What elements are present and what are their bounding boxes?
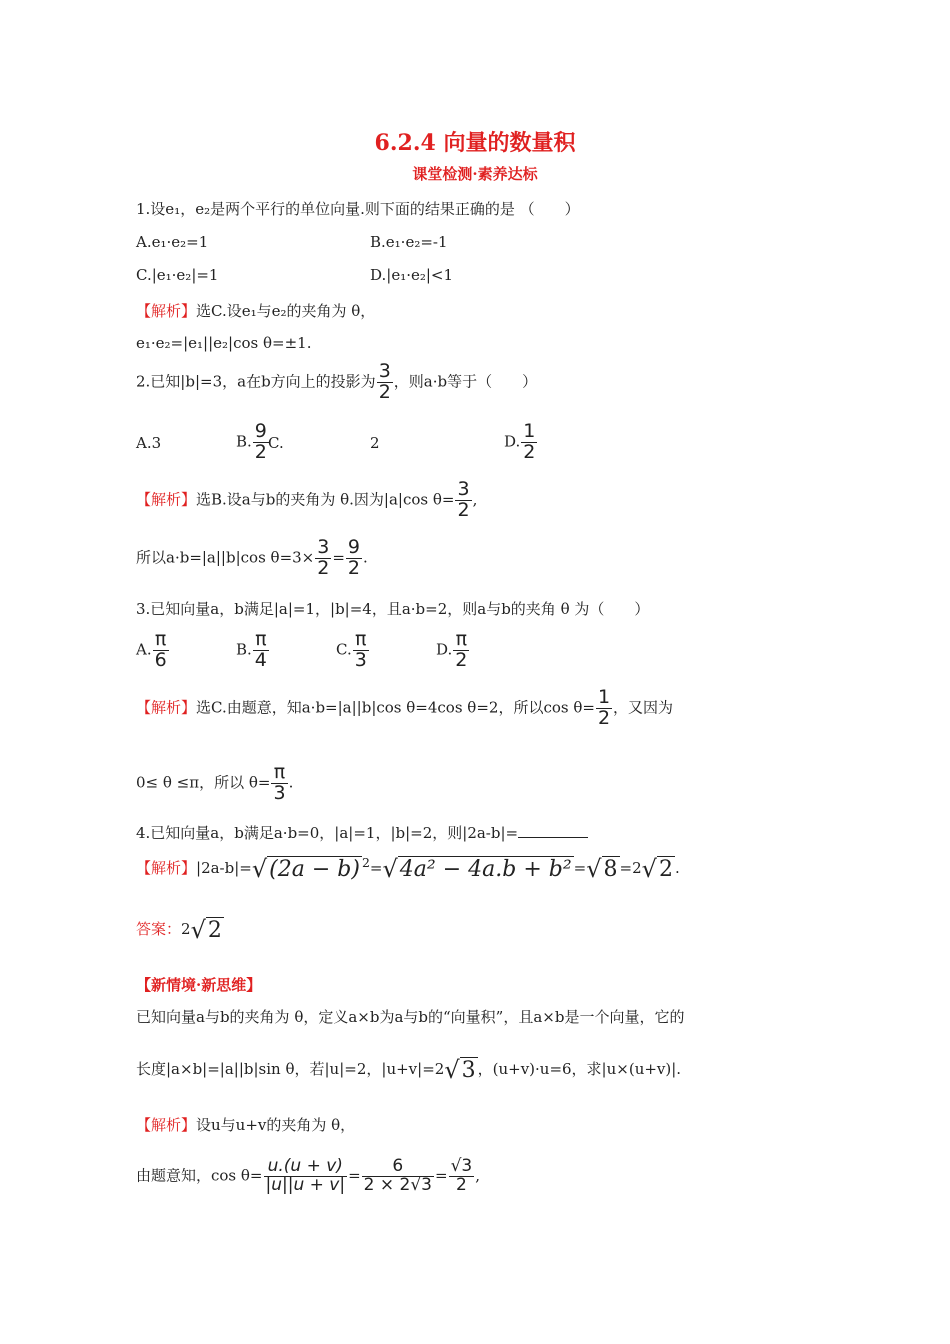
- q3-option-b-den: 4: [254, 648, 267, 671]
- q3-stem: 3.已知向量a，b满足|a|=1，|b|=4，且a·b=2，则a与b的夹角 θ 为（ ）: [136, 600, 650, 618]
- q4-radical-4-content: 2: [658, 857, 673, 882]
- q2-solution-frac1-num: 3: [317, 536, 330, 558]
- q2-stem-den: 2: [378, 380, 391, 403]
- q2-stem-pre: 2.已知|b|=3，a在b方向上的投影为: [136, 372, 376, 391]
- radical-sign-icon: √: [251, 855, 268, 883]
- q3-option-d-num: π: [453, 630, 469, 651]
- q5-stem-radical-content: 3: [461, 1058, 476, 1083]
- q1-solution-line1: [136, 300, 375, 321]
- q4-answer-label: 答案：: [136, 920, 182, 938]
- q2-solution-text2-post: .: [363, 548, 368, 567]
- q1-stem: 1.设e₁，e₂是两个平行的单位向量.则下面的结果正确的是 （ ）: [136, 200, 580, 218]
- q2-stem: [136, 362, 537, 403]
- radical-sign-icon: √: [641, 855, 657, 883]
- q5-equals-2: =: [435, 1166, 448, 1185]
- q2-solution-frac1-den: 2: [317, 556, 330, 579]
- q2-solution-text2: 所以a·b=|a||b|cos θ=3×: [136, 548, 315, 567]
- q1-solution-text1: 选C.设e₁与e₂的夹角为 θ，: [196, 302, 376, 320]
- q3-solution-text2: 0≤ θ ≤π，所以 θ=: [136, 773, 271, 792]
- q5-stem-line2-pre: 长度|a×b|=|a||b|sin θ，若|u|=2，|u+v|=2: [136, 1060, 445, 1078]
- q5-solution-text1: 设u与u+v的夹角为 θ，: [196, 1116, 356, 1134]
- q5-fraction-1-num: u.(u + v): [264, 1158, 348, 1177]
- q1-solution-line2: e₁·e₂=|e₁||e₂|cos θ=±1.: [136, 334, 312, 352]
- q3-option-c-label: C.: [336, 640, 352, 659]
- q5-fraction-3-num: √3: [450, 1156, 473, 1176]
- q3-option-d-den: 2: [455, 648, 468, 671]
- q3-solution-frac2-den: 3: [273, 781, 286, 804]
- q3-option-a-label: A.: [136, 640, 152, 659]
- q2-option-d-num: 1: [523, 420, 536, 442]
- q2-option-d-fraction: [521, 422, 537, 463]
- q2-solution-num: 3: [457, 478, 470, 500]
- q5-solution-end: ,: [475, 1166, 481, 1185]
- q1-solution-tag: 【解析】: [136, 302, 197, 320]
- q2-option-b-num: 9: [254, 420, 267, 442]
- q4-radical-1: [252, 855, 370, 883]
- q4-radical-1-content: (2a − b): [269, 857, 360, 882]
- q3-option-a-fraction: [153, 630, 169, 671]
- q4-answer-coefficient: 2: [181, 920, 191, 938]
- q2-option-c-value: 2: [370, 434, 380, 452]
- q2-option-d-den: 2: [523, 440, 536, 463]
- q2-solution-line1: [136, 480, 477, 521]
- q5-fraction-3-den: 2: [455, 1174, 467, 1195]
- q2-option-b-den: 2: [254, 440, 267, 463]
- q2-solution-frac2-den: 2: [347, 556, 361, 579]
- q3-solution-frac2: [271, 763, 287, 804]
- q3-option-a: [136, 630, 170, 671]
- q1-option-a: A.e₁·e₂=1: [136, 233, 209, 251]
- q3-solution-text1-post: ，又因为: [613, 698, 674, 717]
- q4-radical-1-exponent: 2: [361, 855, 370, 870]
- q2-option-d: [504, 422, 538, 463]
- q4-radical-2: [382, 855, 573, 883]
- q3-solution-text2-post: .: [288, 773, 294, 792]
- q5-stem-radical: [444, 1056, 477, 1084]
- page-subtitle: 课堂检测·素养达标: [412, 165, 538, 183]
- q4-answer: [136, 916, 224, 944]
- q2-solution-frac1: [315, 538, 331, 579]
- q5-solution-tag: 【解析】: [136, 1116, 197, 1134]
- q1-option-c: C.|e₁·e₂|=1: [136, 266, 219, 284]
- q5-fraction-1-den: |u||u + v|: [265, 1174, 346, 1195]
- q3-option-c: [336, 630, 370, 671]
- q2-solution-text1-post: ,: [472, 490, 478, 509]
- q5-solution-line1: [136, 1114, 355, 1135]
- page-title: 6.2.4 向量的数量积: [374, 130, 576, 156]
- q3-option-b-label: B.: [236, 640, 252, 659]
- q4-solution: [136, 855, 680, 883]
- q5-stem-line2-post: ，(u+v)·u=6，求|u×(u+v)|.: [477, 1060, 682, 1078]
- radical-sign-icon: √: [586, 855, 602, 883]
- q4-answer-blank: [518, 823, 588, 838]
- q2-stem-num: 3: [378, 360, 391, 382]
- q2-solution-frac2: [346, 538, 362, 579]
- q3-solution-line2: [136, 763, 293, 804]
- q4-solution-lhs: |2a-b|=: [196, 859, 252, 877]
- q3-option-c-fraction: [353, 630, 369, 671]
- q4-equals-1: =: [369, 859, 383, 877]
- q5-section-tag: 【新情境·新思维】: [136, 976, 262, 994]
- q5-fraction-2: [362, 1158, 434, 1195]
- q5-stem-line2: [136, 1056, 681, 1084]
- q3-option-a-den: 6: [154, 648, 167, 671]
- q2-solution-equals: =: [332, 548, 345, 567]
- q4-radical-4: [642, 855, 675, 883]
- q3-option-b: [236, 630, 270, 671]
- q2-option-b-label: B.: [236, 432, 252, 451]
- q3-option-a-num: π: [153, 630, 169, 651]
- q3-solution-fraction: [596, 688, 612, 729]
- q2-option-a: A.3: [136, 434, 162, 452]
- q4-solution-end: .: [674, 859, 680, 877]
- q4-stem-text: 4.已知向量a，b满足a·b=0，|a|=1，|b|=2，则|2a-b|=: [136, 824, 519, 842]
- radical-sign-icon: √: [190, 916, 206, 944]
- q2-option-b: [236, 422, 270, 463]
- q3-option-b-num: π: [253, 630, 269, 651]
- q1-option-b: B.e₁·e₂=-1: [370, 233, 448, 251]
- q4-stem: [136, 822, 588, 843]
- q3-solution-tag: 【解析】: [136, 698, 197, 717]
- q3-solution-text1: 选C.由题意，知a·b=|a||b|cos θ=4cos θ=2，所以cos θ=: [196, 698, 595, 717]
- q3-option-c-den: 3: [354, 648, 367, 671]
- q2-solution-fraction: [455, 480, 471, 521]
- q3-solution-line1: [136, 688, 673, 729]
- q5-equals-1: =: [348, 1166, 361, 1185]
- q2-solution-text1: 选B.设a与b的夹角为 θ.因为|a|cos θ=: [196, 490, 455, 509]
- radical-sign-icon: √: [444, 1056, 460, 1084]
- q5-fraction-3: [449, 1158, 475, 1195]
- q3-option-c-num: π: [353, 630, 369, 651]
- q2-option-b-fraction: [253, 422, 269, 463]
- radical-sign-icon: √: [382, 855, 398, 883]
- q2-stem-fraction: [377, 362, 393, 403]
- q2-stem-post: ，则a·b等于（ ）: [393, 372, 538, 391]
- q5-solution-text2: 由题意知，cos θ=: [136, 1166, 263, 1185]
- q4-radical-3-content: 8: [603, 857, 618, 882]
- q4-equals-3: =2: [619, 859, 642, 877]
- q5-solution-line2: [136, 1158, 480, 1195]
- q3-solution-den: 2: [597, 706, 611, 729]
- q4-radical-3: [586, 855, 619, 883]
- q3-option-d-label: D.: [436, 640, 453, 659]
- q4-radical-2-content: 4a² − 4a.b + b²: [399, 857, 572, 882]
- q3-solution-num: 1: [597, 686, 611, 708]
- q4-solution-tag: 【解析】: [136, 859, 197, 877]
- q4-answer-radical: [191, 916, 224, 944]
- q2-solution-den: 2: [457, 498, 470, 521]
- q3-option-d: [436, 630, 470, 671]
- q2-solution-frac2-num: 9: [347, 536, 361, 558]
- q5-stem-line1: 已知向量a与b的夹角为 θ，定义a×b为a与b的“向量积”，且a×b是一个向量，它的: [136, 1008, 685, 1026]
- q4-answer-radical-content: 2: [207, 918, 222, 943]
- q3-solution-frac2-num: π: [271, 763, 287, 784]
- q5-fraction-1: [264, 1158, 348, 1195]
- q3-option-b-fraction: [253, 630, 269, 671]
- q5-fraction-2-num: 6: [362, 1158, 434, 1177]
- q1-option-d: D.|e₁·e₂|<1: [370, 266, 454, 284]
- q3-option-d-fraction: [453, 630, 469, 671]
- q2-solution-line2: [136, 538, 368, 579]
- q2-solution-tag: 【解析】: [136, 490, 197, 509]
- q2-option-c-label: C.: [268, 434, 284, 452]
- q4-equals-2: =: [573, 859, 587, 877]
- q2-option-d-label: D.: [504, 432, 521, 451]
- q5-fraction-2-den: 2 × 2√3: [363, 1174, 432, 1195]
